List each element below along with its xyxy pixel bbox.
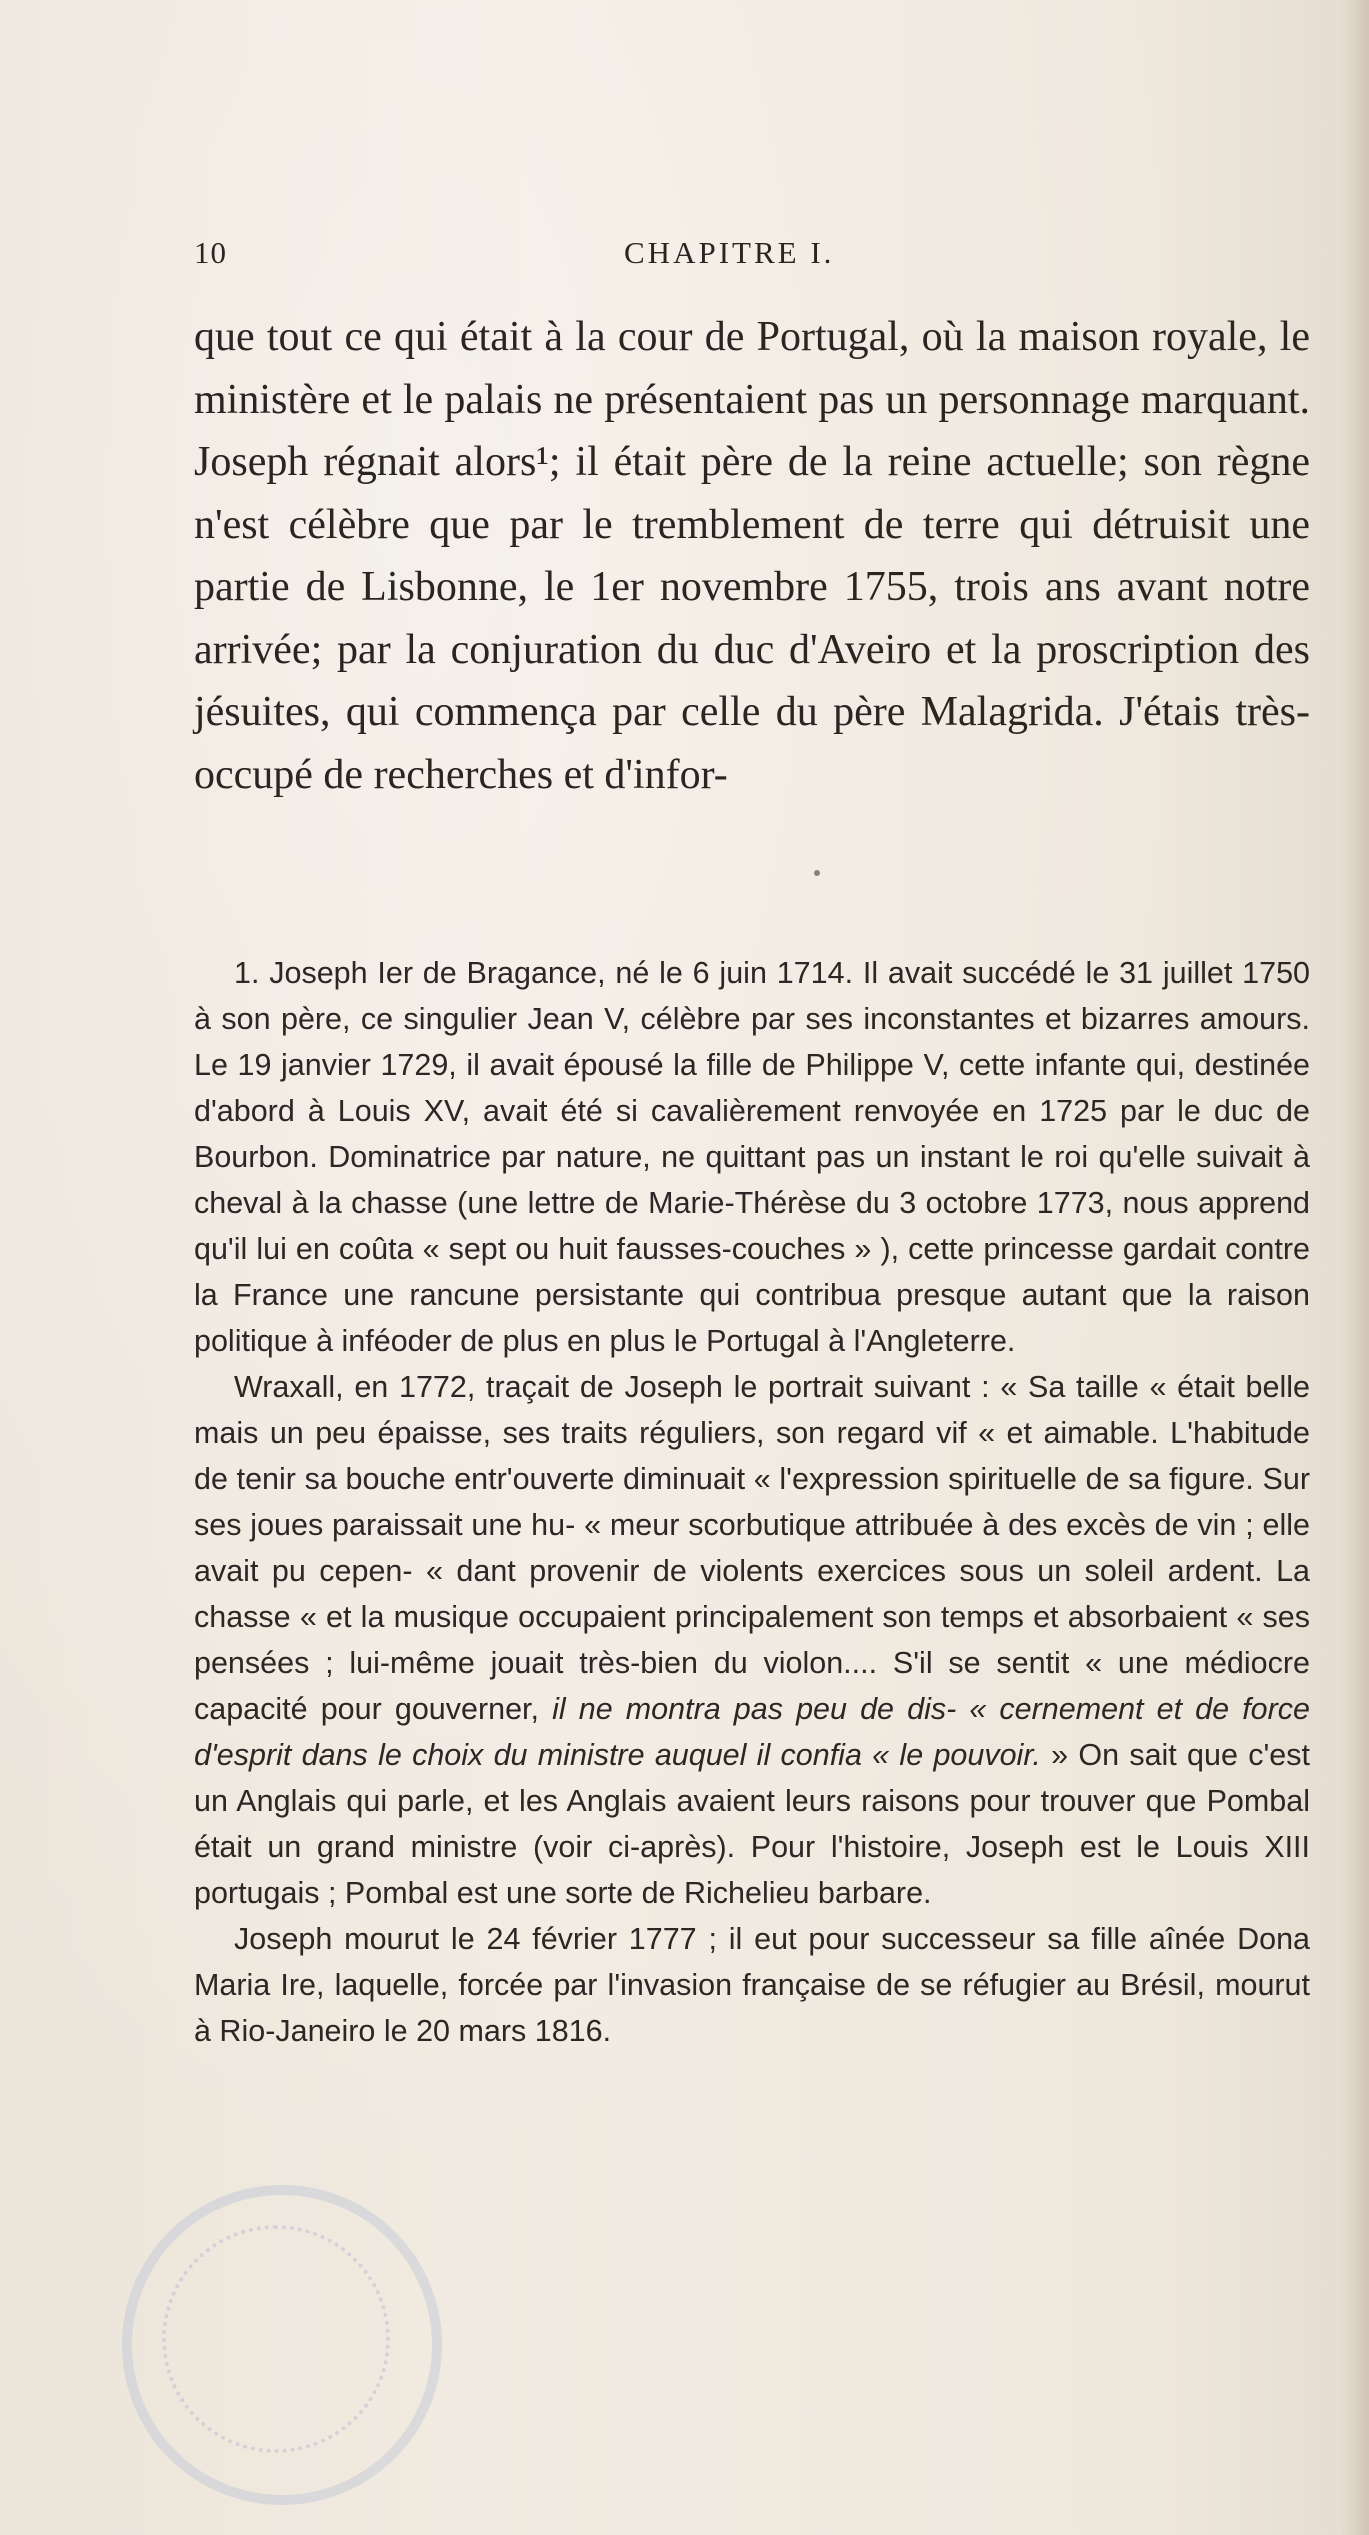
library-stamp xyxy=(122,2185,442,2505)
footnotes xyxy=(194,950,1310,2054)
main-text xyxy=(194,306,1310,806)
page-header xyxy=(194,235,1310,275)
footnote-quote-start: Wraxall, en 1772, traçait de Joseph le portrait suivant : « Sa taille « était belle mais un peu épaisse, ses traits réguliers, son regard vif « et aimable. L'habitude de tenir sa bouche entr'ouverte diminuait « l'expression spirituelle de sa figure. Sur ses joues paraissait une hu- « meur scorbutique attribuée à des excès de vin ; elle avait pu cepen- « dant provenir de violents exercices sous un soleil ardent. La chasse « et la musique occupaient principalement son temps et absorbaient « ses pensées ; lui-même jouait très-bien du violon.... S'il se sentit « une médiocre capacité pour gouverner, xyxy=(194,1370,1310,1726)
page-number: 10 xyxy=(194,235,227,270)
running-head: CHAPITRE I. xyxy=(624,235,835,270)
library-stamp-inner-ring xyxy=(162,2225,390,2453)
footnote-paragraph-2 xyxy=(194,1364,1310,1916)
footnote-quote-italic: il ne montra pas peu de dis- « cernement et de force d'esprit dans le choix du ministre auquel il confia « le pouvoir. xyxy=(194,1692,1310,1772)
footnote-paragraph-1: 1. Joseph Ier de Bragance, né le 6 juin 1714. Il avait succédé le 31 juillet 1750 à son père, ce singulier Jean V, célèbre par ses inconstantes et bizarres amours. Le 19 janvier 1729, il avait épousé la fille de Philippe V, cette infante qui, destinée d'abord à Louis XV, avait été si cavalièrement renvoyée en 1725 par le duc de Bourbon. Dominatrice par nature, ne quittant pas un instant le roi qu'elle suivait à cheval à la chasse (une lettre de Marie-Thérèse du 3 octobre 1773, nous apprend qu'il lui en coûta « sept ou huit fausses-couches » ), cette princesse gardait contre la France une rancune persistante qui contribua presque autant que la raison politique à inféoder de plus en plus le Portugal à l'Angleterre. xyxy=(194,956,1310,1358)
main-paragraph: que tout ce qui était à la cour de Portugal, où la maison royale, le ministère et le palais ne présentaient pas un personnage marquant. Joseph régnait alors¹; il était père de la reine actuelle; son règne n'est célèbre que par le tremblement de terre qui détruisit une partie de Lisbonne, le 1er novembre 1755, trois ans avant notre arrivée; par la conjuration du duc d'Aveiro et la proscription des jésuites, qui commença par celle du père Malagrida. J'étais très-occupé de recherches et d'infor- xyxy=(194,314,1310,798)
page-edge-shadow xyxy=(1341,0,1369,2535)
ornament-dot xyxy=(814,870,820,876)
footnote-paragraph-3: Joseph mourut le 24 février 1777 ; il eut pour successeur sa fille aînée Dona Maria Ire, laquelle, forcée par l'invasion française de se réfugier au Brésil, mourut à Rio-Janeiro le 20 mars 1816. xyxy=(194,1922,1310,2048)
footnote-quote-end: » On sait que c'est un Anglais qui parle, et les Anglais avaient leurs raisons pour trouver que Pombal était un grand ministre (voir ci-après). Pour l'histoire, Joseph est le Louis XIII portugais ; Pombal est une sorte de Richelieu barbare. xyxy=(194,1738,1310,1910)
